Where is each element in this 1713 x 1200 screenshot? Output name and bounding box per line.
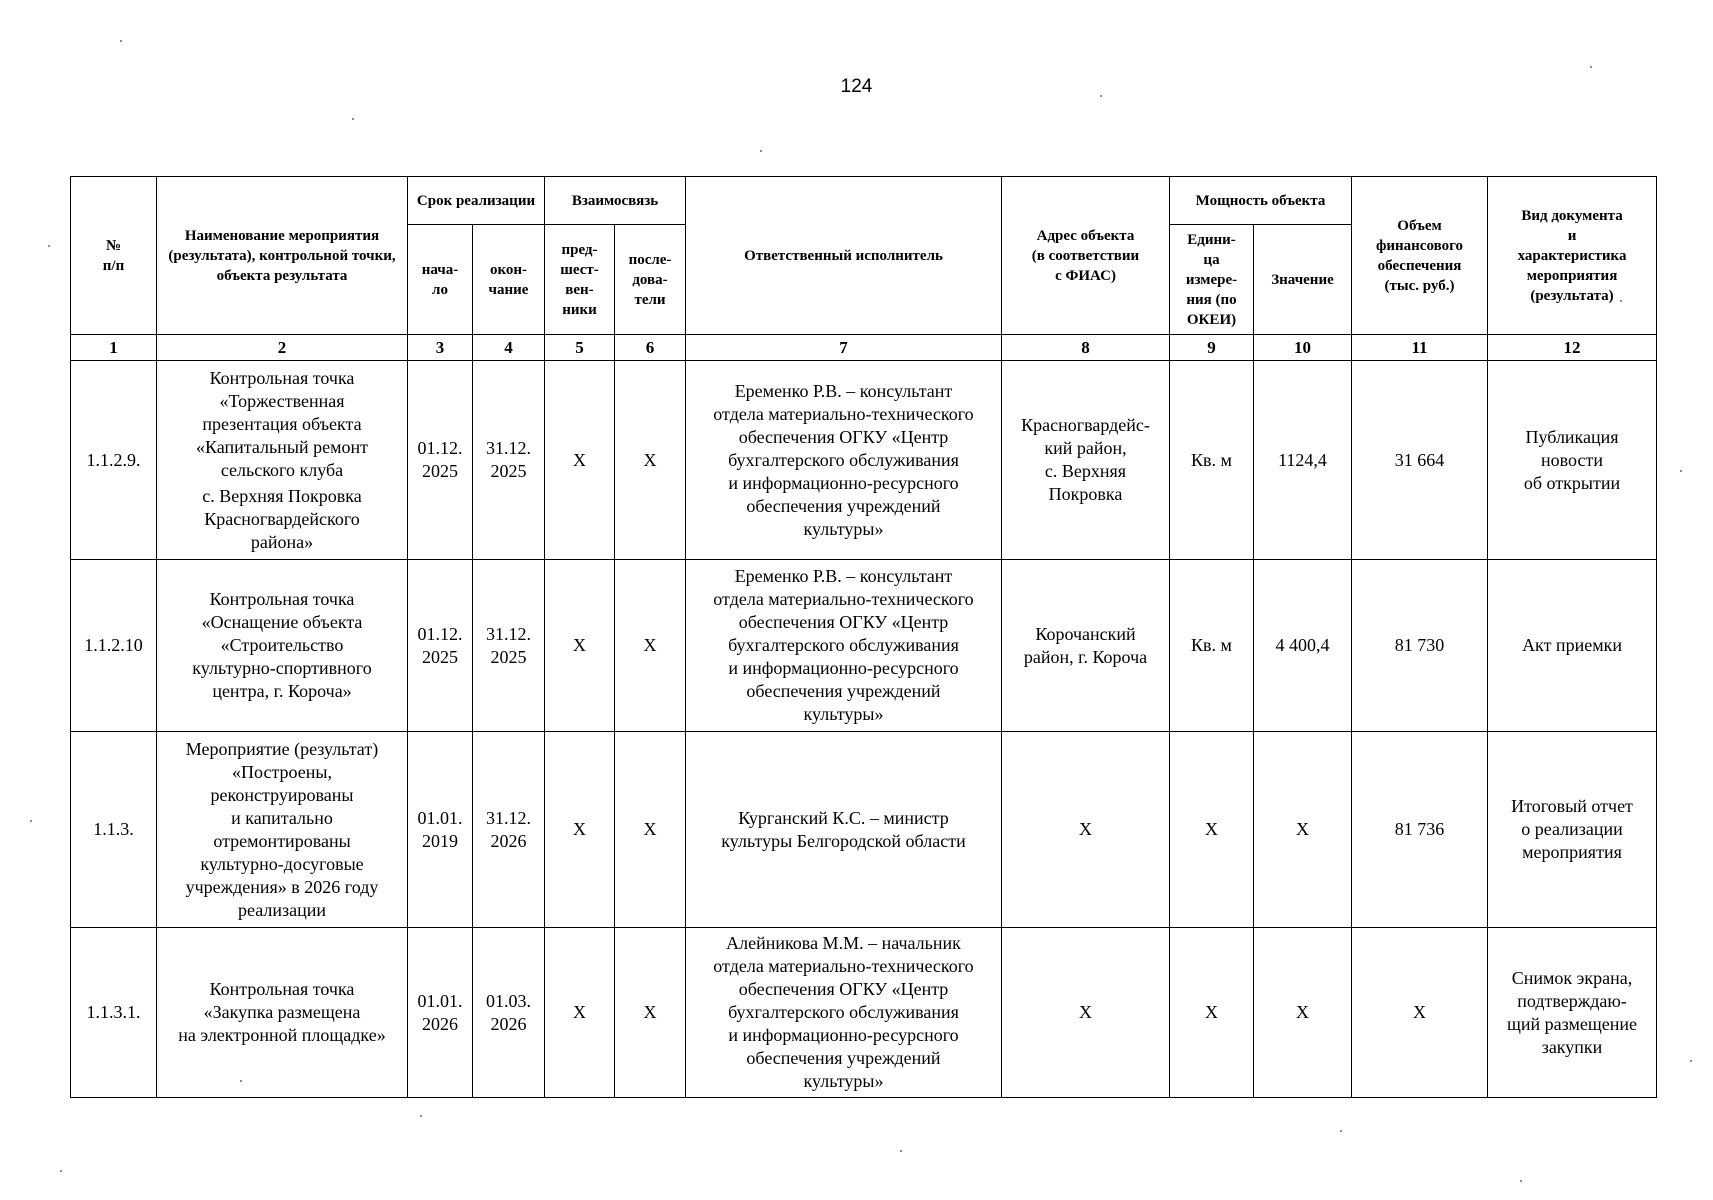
column-number: 8 <box>1002 335 1170 361</box>
row-executor: Алейникова М.М. – начальник отдела материально-технического обеспечения ОГКУ «Центр бухгалтерского обслуживания и информационно-ресурсного обеспечения учреждений культуры» <box>686 928 1002 1098</box>
row-document: Акт приемки <box>1488 560 1657 732</box>
row-predecessors: X <box>545 928 615 1098</box>
row-finance: 31 664 <box>1352 361 1488 560</box>
row-number: 1.1.2.9. <box>71 361 157 560</box>
scan-speck <box>760 150 762 152</box>
header-capacity-value: Значение <box>1254 225 1352 335</box>
row-number: 1.1.2.10 <box>71 560 157 732</box>
header-term: Срок реализации <box>408 177 545 225</box>
row-unit: X <box>1170 732 1254 928</box>
row-start-date: 01.01. 2026 <box>408 928 473 1098</box>
row-successors: X <box>615 361 686 560</box>
row-value: 1124,4 <box>1254 361 1352 560</box>
header-link-prev: пред- шест- вен- ники <box>545 225 615 335</box>
header-link-next: после- дова- тели <box>615 225 686 335</box>
header-link: Взаимосвязь <box>545 177 686 225</box>
column-number: 1 <box>71 335 157 361</box>
row-address: X <box>1002 732 1170 928</box>
row-document: Снимок экрана, подтверждаю- щий размещение закупки <box>1488 928 1657 1098</box>
row-successors: X <box>615 928 686 1098</box>
column-number-row <box>71 335 1657 361</box>
row-name-part: Контрольная точка «Закупка размещена на электронной площадке» <box>178 979 386 1045</box>
header-row-top <box>71 177 1657 225</box>
row-successors: X <box>615 560 686 732</box>
row-name-part: с. Верхняя Покровка Красногвардейского района» <box>202 485 362 552</box>
scan-speck <box>48 245 50 247</box>
header-term-start: нача- ло <box>408 225 473 335</box>
scan-speck <box>1590 66 1592 68</box>
scan-speck <box>1100 95 1102 97</box>
header-capacity-unit: Едини- ца измере- ния (по ОКЕИ) <box>1170 225 1254 335</box>
row-value: 4 400,4 <box>1254 560 1352 732</box>
scan-speck <box>420 1115 422 1117</box>
column-number: 2 <box>157 335 408 361</box>
row-end-date: 31.12. 2025 <box>473 361 545 560</box>
row-start-date: 01.01. 2019 <box>408 732 473 928</box>
row-address: Красногвардейс- кий район, с. Верхняя Покровка <box>1002 361 1170 560</box>
header-capacity: Мощность объекта <box>1170 177 1352 225</box>
row-predecessors: X <box>545 361 615 560</box>
table-row <box>71 928 1657 1098</box>
row-document: Итоговый отчет о реализации мероприятия <box>1488 732 1657 928</box>
header-finance: Объем финансового обеспечения (тыс. руб.) <box>1352 177 1488 335</box>
row-start-date: 01.12. 2025 <box>408 560 473 732</box>
column-number: 4 <box>473 335 545 361</box>
scan-speck <box>60 1170 62 1172</box>
header-executor: Ответственный исполнитель <box>686 177 1002 335</box>
row-document: Публикация новости об открытии <box>1488 361 1657 560</box>
row-value: X <box>1254 732 1352 928</box>
row-finance: X <box>1352 928 1488 1098</box>
row-number: 1.1.3.1. <box>71 928 157 1098</box>
row-executor: Курганский К.С. – министр культуры Белгородской области <box>686 732 1002 928</box>
header-address: Адрес объекта (в соответствии с ФИАС) <box>1002 177 1170 335</box>
row-name <box>157 732 408 928</box>
row-address: Корочанский район, г. Короча <box>1002 560 1170 732</box>
column-number: 6 <box>615 335 686 361</box>
scan-speck <box>1620 300 1622 302</box>
row-name-part: Контрольная точка «Торжественная презентация объекта «Капитальный ремонт сельского клуба <box>196 367 368 480</box>
row-name <box>157 928 408 1098</box>
column-number: 10 <box>1254 335 1352 361</box>
scan-speck <box>1520 1180 1522 1182</box>
column-number: 9 <box>1170 335 1254 361</box>
row-unit: Кв. м <box>1170 560 1254 732</box>
scan-speck <box>240 1080 242 1082</box>
scan-speck <box>30 820 32 822</box>
row-predecessors: X <box>545 732 615 928</box>
scan-speck <box>1680 470 1682 472</box>
table-row <box>71 732 1657 928</box>
scan-speck <box>1690 1060 1692 1062</box>
row-predecessors: X <box>545 560 615 732</box>
scan-speck <box>352 118 354 120</box>
page-number: 124 <box>840 76 873 97</box>
column-number: 11 <box>1352 335 1488 361</box>
row-name <box>157 560 408 732</box>
row-finance: 81 730 <box>1352 560 1488 732</box>
row-end-date: 31.12. 2026 <box>473 732 545 928</box>
row-name <box>157 361 408 560</box>
table-row <box>71 560 1657 732</box>
scan-speck <box>900 1150 902 1152</box>
row-number: 1.1.3. <box>71 732 157 928</box>
table-row <box>71 361 1657 560</box>
row-executor: Еременко Р.В. – консультант отдела материально-технического обеспечения ОГКУ «Центр бухгалтерского обслуживания и информационно-ресурсного обеспечения учреждений культуры» <box>686 361 1002 560</box>
row-unit: X <box>1170 928 1254 1098</box>
header-term-end: окон- чание <box>473 225 545 335</box>
scan-speck <box>120 40 122 42</box>
header-doc: Вид документа и характеристика мероприятия (результата) <box>1488 177 1657 335</box>
row-executor: Еременко Р.В. – консультант отдела материально-технического обеспечения ОГКУ «Центр бухгалтерского обслуживания и информационно-ресурсного обеспечения учреждений культуры» <box>686 560 1002 732</box>
row-unit: Кв. м <box>1170 361 1254 560</box>
column-number: 5 <box>545 335 615 361</box>
column-number: 3 <box>408 335 473 361</box>
scan-speck <box>1340 1130 1342 1132</box>
row-name-part: Контрольная точка «Оснащение объекта «Строительство культурно-спортивного центра, г. Короча» <box>192 589 372 701</box>
column-number: 7 <box>686 335 1002 361</box>
row-name-part: Мероприятие (результат) «Построены, реконструированы и капитально отремонтированы культурно-досуговые учреждения» в 2026 году реализации <box>185 738 379 920</box>
row-successors: X <box>615 732 686 928</box>
header-num: № п/п <box>71 177 157 335</box>
row-finance: 81 736 <box>1352 732 1488 928</box>
activity-plan-table <box>70 176 1657 1098</box>
column-number: 12 <box>1488 335 1657 361</box>
header-name: Наименование мероприятия (результата), контрольной точки, объекта результата <box>157 177 408 335</box>
row-end-date: 31.12. 2025 <box>473 560 545 732</box>
row-start-date: 01.12. 2025 <box>408 361 473 560</box>
row-end-date: 01.03. 2026 <box>473 928 545 1098</box>
row-value: X <box>1254 928 1352 1098</box>
row-address: X <box>1002 928 1170 1098</box>
